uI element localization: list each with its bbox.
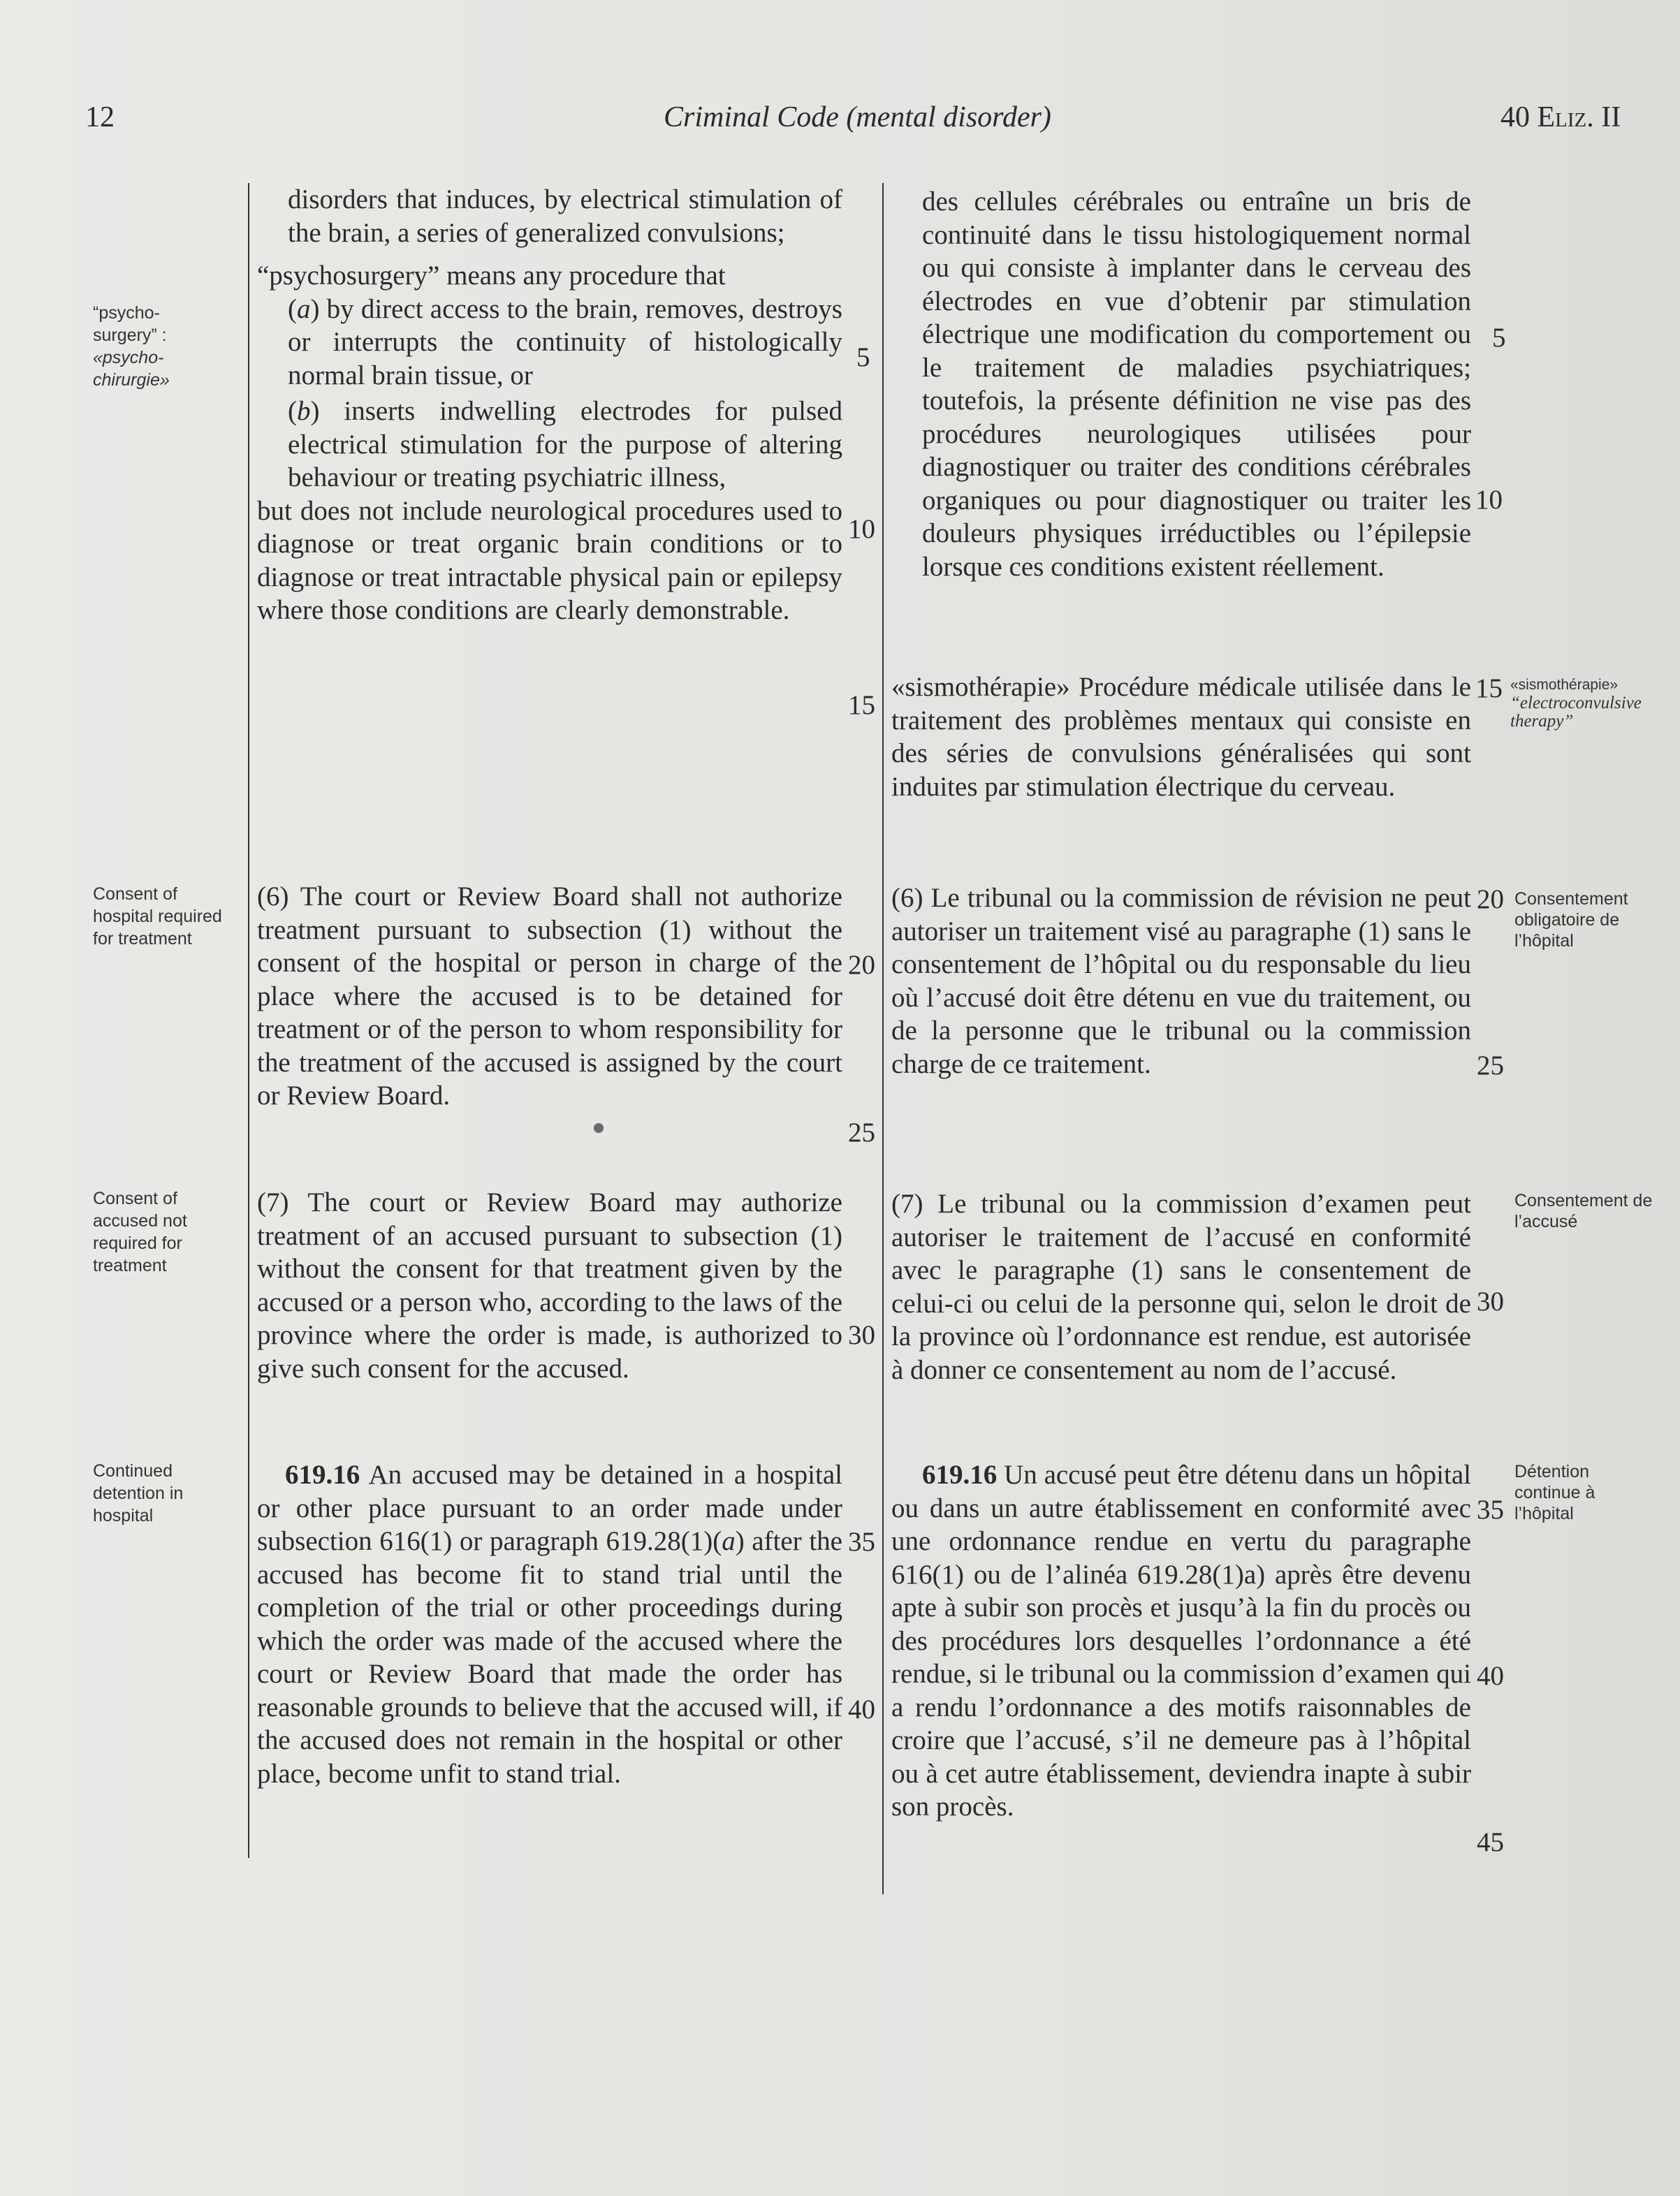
line-number: 25 <box>848 1118 875 1148</box>
margin-note-detention-hopital: Détention continue à l’hôpital <box>1514 1462 1595 1523</box>
page-number: 12 <box>85 101 115 133</box>
line-number: 15 <box>1475 673 1503 703</box>
line-number: 30 <box>848 1320 875 1350</box>
line-number: 20 <box>848 950 875 980</box>
line-number: 40 <box>848 1694 875 1725</box>
margin-note-consent-accused: Consent of accused not required for treatment <box>93 1189 187 1275</box>
english-subsection-7: (7) The court or Review Board may authorize treatment of an accused pursuant to subsection (1) without the consent for that treatment given by the accused or a person who, according to the laws of the province where the order is made, is authorized to give such consent for the accused. <box>257 1187 842 1384</box>
english-subsection-6: (6) The court or Review Board shall not authorize treatment pursuant to subsection (1) without the consent of the hospital or person in charge of the place where the accused is to be detained for treatment or of the person to whom responsibility for the treatment of the accused is assigned by the court or Review Board. <box>257 881 842 1111</box>
line-number: 35 <box>1477 1495 1504 1525</box>
section-number: 619.16 <box>922 1460 998 1490</box>
margin-note-psychosurgery: “psycho-surgery” : «psycho-chirurgie» <box>93 303 170 390</box>
center-column-rule <box>882 183 884 1894</box>
line-number: 5 <box>856 342 870 372</box>
english-definition-block <box>257 183 842 627</box>
running-title: Criminal Code (mental disorder) <box>664 101 1051 133</box>
line-number: 45 <box>1477 1827 1504 1857</box>
margin-note-consentement-hopital: Consentement obligatoire de l’hôpital <box>1514 889 1628 951</box>
psychosurgery-paragraph-a: (a) by direct access to the brain, removes, destroys or interrupts the continuity of histologically normal brain tissue, or <box>288 293 842 390</box>
french-section-619-16: 619.16 Un accusé peut être détenu dans un hôpital ou dans un autre établissement en conformité avec une ordonnance rendue en vertu du paragraphe 616(1) ou de l’alinéa 619.28(1)a) après être devenu apte à subir son procès et jusqu’à la fin du procès ou des procédures lors desquelles l’ordonnance a été rendue, si le tribunal ou la commission d’examen qui a rendu l’ordonnance a des motifs raisonnables de croire que l’accusé, s’il ne demeure pas à l’hôpital ou à cet autre établissement, deviendra inapte à subir son procès. <box>891 1460 1471 1822</box>
line-number: 35 <box>848 1527 875 1557</box>
margin-note-consentement-accuse: Consentement de l’accusé <box>1514 1191 1653 1231</box>
line-number: 5 <box>1492 323 1506 353</box>
line-number: 30 <box>1477 1287 1504 1317</box>
french-psychochirurgie-definition-end: des cellules cérébrales ou entraîne un bris de continuité dans le tissu histologiquement normal ou qui consiste à implanter dans le cerveau des électrodes en vue d’obtenir par stimulation électrique une modification du comportement ou le traitement de maladies psychiatriques; toutefois, la présente définition ne vise pas des procédures neurologiques utilisées pour diagnostiquer ou traiter des conditions cérébrales organiques ou pour diagnostiquer ou traiter les douleurs physiques irréductibles ou l’épilepsie lorsque ces conditions existent réellement. <box>922 186 1471 582</box>
psychosurgery-definition-term: “psychosurgery” means any procedure that <box>257 261 726 291</box>
left-column-rule <box>248 183 249 1858</box>
line-number: 10 <box>848 514 875 544</box>
regnal-year: 40 Eliz. II <box>1500 101 1621 133</box>
psychosurgery-definition-closing: but does not include neurological procedures used to diagnose or treat organic brain conditions or to diagnose or treat intractable physical pain or epilepsy where those conditions are clearly demonstrable. <box>257 495 842 625</box>
french-subsection-6: (6) Le tribunal ou la commission de révision ne peut autoriser un traitement visé au paragraphe (1) sans le consentement de l’hôpital ou du responsable du lieu où l’accusé doit être détenu en vue du traitement, ou de la personne que le tribunal ou la commission charge de ce traitement. <box>891 883 1471 1079</box>
psychosurgery-paragraph-b: (b) inserts indwelling electrodes for pulsed electrical stimulation for the purpose of altering behaviour or treating psychiatric illness, <box>288 396 842 492</box>
line-number: 40 <box>1477 1661 1504 1691</box>
margin-note-sismotherapie: «sismothérapie» “electroconvulsive therapy” <box>1510 677 1642 731</box>
french-sismotherapie-definition: «sismothérapie» Procédure médicale utilisée dans le traitement des problèmes mentaux qui consiste en des séries de convulsions généralisées qui sont induites par stimulation électrique du cerveau. <box>891 672 1471 802</box>
french-subsection-7: (7) Le tribunal ou la commission d’examen peut autoriser le traitement de l’accusé en conformité avec le paragraphe (1) sans le consentement de celui-ci ou celui de la personne qui, selon le droit de la province où l’ordonnance est rendue, est autorisée à donner ce consentement au nom de l’accusé. <box>891 1189 1471 1385</box>
english-section-619-16: 619.16 An accused may be detained in a hospital or other place pursuant to an order made under subsection 616(1) or paragraph 619.28(1)(a) after the accused has become fit to stand trial until the completion of the trial or other proceedings during which the order was made of the accused where the court or Review Board that made the order has reasonable grounds to believe that the accused will, if the accused does not remain in the hospital or other place, become unfit to stand trial. <box>257 1460 842 1789</box>
line-number: 25 <box>1477 1051 1504 1081</box>
line-number: 15 <box>848 690 875 720</box>
line-number: 20 <box>1477 884 1504 914</box>
line-number: 10 <box>1475 485 1503 515</box>
margin-note-consent-hospital: Consent of hospital required for treatment <box>93 884 222 949</box>
section-number: 619.16 <box>285 1460 360 1490</box>
margin-note-continued-detention: Continued detention in hospital <box>93 1461 184 1525</box>
stray-mark <box>594 1123 604 1133</box>
electroconvulsive-definition-end: disorders that induces, by electrical stimulation of the brain, a series of generalized convulsions; <box>288 184 842 248</box>
